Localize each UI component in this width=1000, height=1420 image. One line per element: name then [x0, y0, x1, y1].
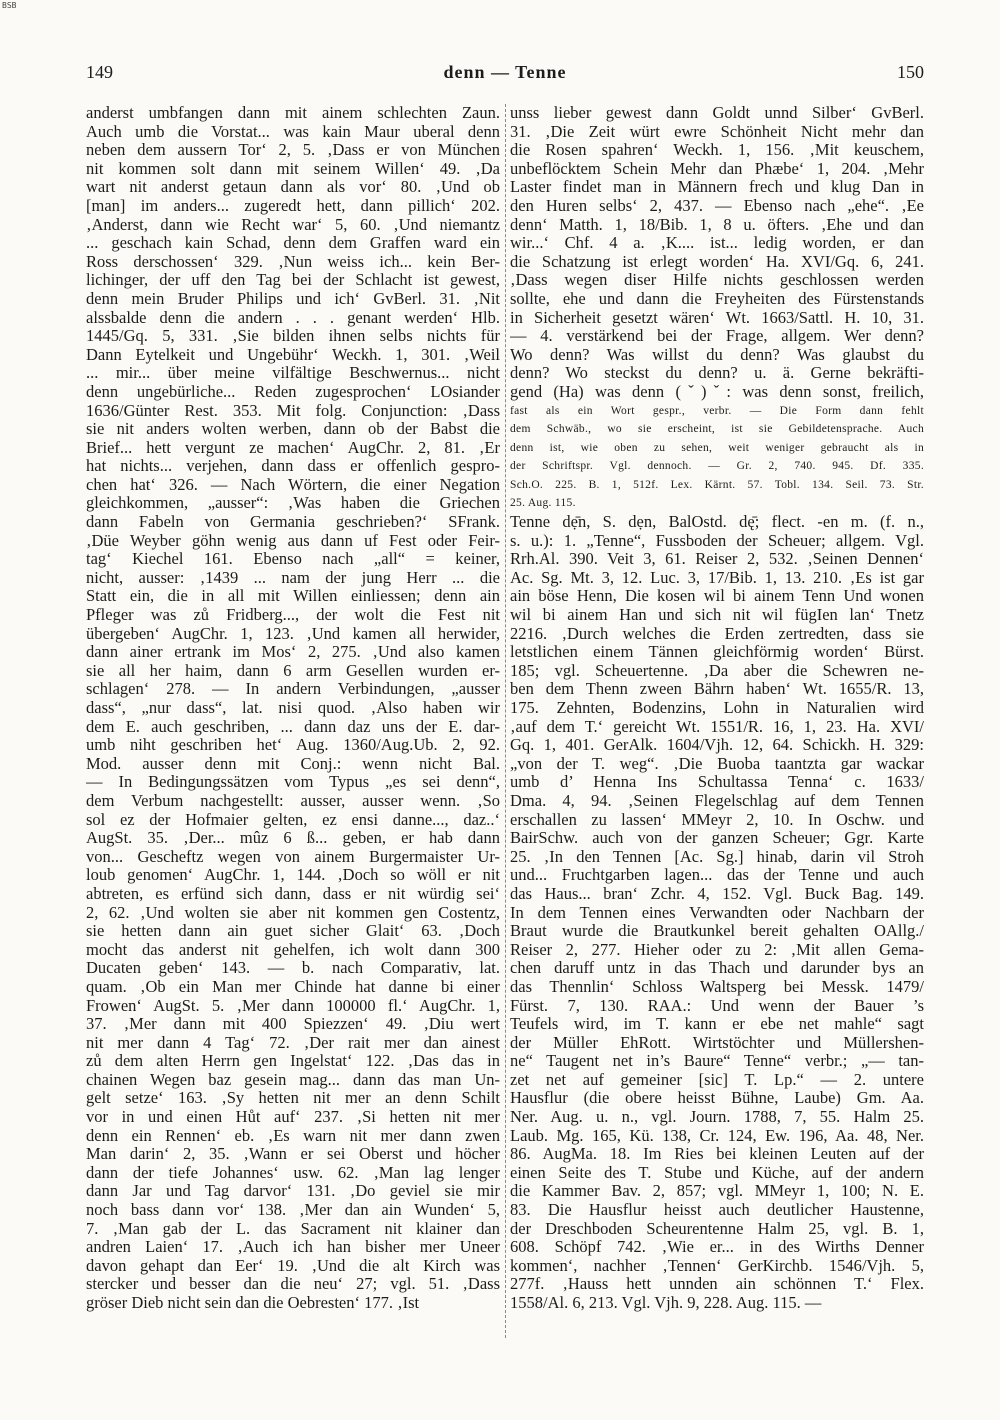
text-line: Ross derschossen‘ 329. ‚Nun weiss ich... kein Ber-: [86, 252, 500, 271]
text-line: fast als ein Wort gespr., verbr. — Die Form dann fehlt: [510, 404, 924, 417]
text-line: anderst umbfangen dann mit ainem schlechten Zaun.: [86, 104, 500, 122]
library-stamp: BSB: [2, 1, 17, 10]
text-line: Frowen‘ AugSt. 5. ‚Mer dann 100000 fl.‘ AugChr. 1,: [86, 996, 500, 1015]
text-line: ‚Düe Weyber göhn wenig aus dann uf Fest oder Feir-: [86, 531, 500, 550]
text-line: 7. ‚Man gab der L. das Sacrament nit klainer dan: [86, 1219, 500, 1238]
text-line: andren Laien‘ 17. ‚Auch ich han bisher mer Uneer: [86, 1238, 500, 1257]
text-line: denn‘ Matth. 1, 18/Bib. 1, 8 u. öfters. ‚Ehe und dan: [510, 215, 924, 234]
text-line: das Thennlin‘ Schloss Waltsperg bei Messk. 1479/: [510, 977, 924, 996]
text-line: vor in und einen Hůt auf‘ 237. ‚Si hetten nit mer: [86, 1108, 500, 1127]
text-line: Dma. 4, 94. ‚Seinen Flegelschlag auf dem Tennen: [510, 791, 924, 810]
text-line: 2, 62. ‚Und wolten sie aber nit kommen gen Costentz,: [86, 903, 500, 922]
text-line: lichinger, der uff den Tag bei der Schlacht ist gewest,: [86, 271, 500, 290]
text-line: 277f. ‚Hauss hett unnden ain schönnen T.‘ Flex.: [510, 1275, 924, 1294]
text-line: 608. Schöpf 742. ‚Wie er... in des Wirths Denner: [510, 1238, 924, 1257]
text-line: nicht, ausser: ‚1439 ... nam der jung Herr ... die: [86, 568, 500, 587]
text-line: denn ein Rennen‘ eb. ‚Es warn nit mer dann zwen: [86, 1126, 500, 1145]
text-line: unbeflöcktem Schein Mehr dan Phæbe‘ 1, 204. ‚Mehr: [510, 159, 924, 178]
text-line: ben dem Thenn zween Bährn haben‘ Wt. 1655/R. 13,: [510, 680, 924, 699]
text-line: — In Bedingungssätzen vom Typus „es sei denn“,: [86, 773, 500, 792]
text-line: 1558/Al. 6, 213. Vgl. Vjh. 9, 228. Aug. 115. —: [510, 1294, 822, 1312]
text-line: Teufels wird, im T. kann er ebe net mahle“ sagt: [510, 1015, 924, 1034]
text-line: 86. AugMa. 18. Im Ries bei kleinen Leuten auf der: [510, 1145, 924, 1164]
text-line: übergeben‘ AugChr. 1, 123. ‚Und kamen all herwider,: [86, 624, 500, 643]
text-line: tag‘ Kiechel 161. Ebenso nach „all“ = keiner,: [86, 550, 500, 569]
column-divider: [505, 104, 506, 1338]
text-line: BairSchw. auch von der ganzen Scheuer; Ggr. Karte: [510, 829, 924, 848]
text-line: chen hat‘ 326. — Nach Wörtern, die einer Negation: [86, 475, 500, 494]
text-line: Ducaten geben‘ 143. — b. nach Comparativ, lat.: [86, 959, 500, 978]
text-line: abtreten, es erfünd sich dann, dass er nit würdig sei‘: [86, 884, 500, 903]
right-column: [510, 104, 924, 1313]
text-line: loub genomen‘ AugChr. 1, 144. ‚Doch so wöll er nit: [86, 866, 500, 885]
text-line: Pfleger was zů Fridberg..., der wolt die Fest nit: [86, 606, 500, 625]
text-line: ‚auf dem T.‘ gereicht Wt. 1551/R. 16, 1, 23. Ha. XVI/: [510, 717, 924, 736]
text-line: dann ainer ertrank im Mos‘ 2, 275. ‚Und also kamen: [86, 643, 500, 662]
text-line: ... geschach kain Schad, denn dem Graffen ward ein: [86, 234, 500, 253]
text-line: gleichkommen, „ausser“: ‚Was haben die Griechen: [86, 494, 500, 513]
text-line: wart nit anderst getaun dann als vor‘ 80. ‚Und ob: [86, 178, 500, 197]
text-line: denn ist, wie oben zu sehen, weit weniger gebraucht als in: [510, 441, 924, 454]
text-line: 175. Zehnten, Bodenzins, Lohn in Naturalien wird: [510, 699, 924, 717]
text-line: 25. ‚In den Tennen [Ac. Sg.] hinab, darin vil Stroh: [510, 847, 924, 866]
text-line: Ac. Sg. Mt. 3, 12. Luc. 3, 17/Bib. 1, 13. 210. ‚Es ist gar: [510, 568, 924, 587]
text-line: noch bass dann vor‘ 138. ‚Mer dan ain Wunden‘ 5,: [86, 1201, 500, 1220]
text-line: umb niht geschriben het‘ Aug. 1360/Aug.Ub. 2, 92.: [86, 736, 500, 755]
text-line: ‚Dass wegen diser Hilfe nichts geschlossen werden: [510, 271, 924, 290]
text-line: 1445/Gq. 5, 331. ‚Sie bilden ihnen selbs nichts für: [86, 327, 500, 346]
text-line: mocht das anderst nit gehelfen, ich wolt dann 300: [86, 940, 500, 959]
text-line: stercker und besser dan die neu‘ 27; vgl. 51. ‚Dass: [86, 1275, 500, 1294]
text-line: Gq. 1, 401. GerAlk. 1604/Vjh. 12, 64. Schickh. H. 329:: [510, 736, 924, 755]
text-line: 37. ‚Mer dann mit 400 Spiezzen‘ 49. ‚Diu wert: [86, 1015, 500, 1034]
text-line: Laub. Mg. 165, Kü. 138, Cr. 124, Ew. 196, Aa. 48, Ner.: [510, 1126, 924, 1145]
text-line: dem Verbum nachgestellt: ausser, ausser wenn. ‚So: [86, 791, 500, 810]
text-line: dann Jar und Tag darvor‘ 131. ‚Do geviel sie mir: [86, 1182, 500, 1201]
text-line: erschallen zu lassen‘ MMeyr 2, 10. In Oschw. und: [510, 810, 924, 829]
text-line: 25. Aug. 115.: [510, 497, 576, 510]
text-line: Hausflur (die obere heisst Bühne, Laube) Gm. Aa.: [510, 1089, 924, 1108]
text-line: gelt setze‘ 163. ‚Sy hetten nit mer an denn Schilt: [86, 1089, 500, 1108]
text-line: Man darin‘ 2, 35. ‚Wann er sei Oberst und höcher: [86, 1145, 500, 1164]
text-line: chen daruff untz in das Thach und darunder bys an: [510, 959, 924, 978]
text-line: zet net auf gemeiner [sic] T. Lp.“ — 2. untere: [510, 1070, 924, 1089]
text-line: gröser Dieb nicht sein dan die Oebresten‘ 177. ‚Ist: [86, 1294, 420, 1312]
text-line: dass“, „nur dass“, lat. nisi quod. ‚Also haben wir: [86, 699, 500, 717]
text-line: Ner. Aug. u. n., vgl. Journ. 1788, 7, 55. Halm 25.: [510, 1108, 924, 1127]
text-line: In dem Tennen eines Verwandten oder Nachbarn der: [510, 903, 924, 922]
text-line: die Schatzung ist erlegt worden‘ Ha. XVI/Gq. 6, 241.: [510, 252, 924, 271]
text-line: Wo denn? Was willst du denn? Was glaubst du: [510, 345, 924, 364]
running-header: [86, 62, 924, 86]
text-line: Fürst. 7, 130. RAA.: Und wenn der Bauer ’s: [510, 996, 924, 1015]
text-line: zů dem alten Herrn gen Ingelstat‘ 122. ‚Das das in: [86, 1052, 500, 1071]
text-line: letstlichen einem Tännen gleichförmig worden‘ Bürst.: [510, 643, 924, 662]
text-line: Laster findet man in Männern frech und klug Dan in: [510, 178, 924, 197]
text-line: hat nichts... verjehen, dann dass er offenlich gespro-: [86, 457, 500, 476]
text-line: Statt ein, die in all mit Willen einliessen; denn ain: [86, 587, 500, 606]
text-line: ... mir... über meine vilfältige Beschwernus... nicht: [86, 364, 500, 383]
text-line: [man] im anders... zugeredt hett, dann pillich‘ 202.: [86, 196, 500, 215]
text-line: die Kammer Bav. 2, 857; vgl. MMeyr 1, 100; N. E.: [510, 1182, 924, 1201]
text-line: quam. ‚Ob ein Man mer Chinde hat danne bi einer: [86, 977, 500, 996]
text-line: 31. ‚Die Zeit würt ewre Schönheit Nicht mehr dan: [510, 122, 924, 141]
text-line: dann der tiefe Johannes‘ usw. 62. ‚Man lag lenger: [86, 1163, 500, 1182]
text-line: wir...‘ Chf. 4 a. ‚K.... ist... ledig worden, er dan: [510, 234, 924, 253]
text-line: 1636/Günter Rest. 353. Mit folg. Conjunction: ‚Dass: [86, 401, 500, 420]
text-line: Braut wurde die Brautkunkel bereit gehalten OAllg./: [510, 922, 924, 941]
text-line: kommen‘, nachher ‚Tennen‘ GerKirchb. 1546/Vjh. 5,: [510, 1256, 924, 1275]
text-line: sollte, ehe und dann die Freyheiten des Fürstenstands: [510, 289, 924, 308]
text-line: dann Fabeln von Germania geschrieben?‘ SFrank.: [86, 513, 500, 532]
text-line: in Sicherheit gesetzt wären‘ Wt. 1663/Sattl. H. 10, 31.: [510, 308, 924, 327]
text-line: schlagen‘ 278. — In andern Verbindungen, „ausser: [86, 680, 500, 699]
text-line: und... Fruchtgarben lagen... das der Tenne und auch: [510, 866, 924, 885]
text-line: nit mer dann 4 Tag‘ 72. ‚Der rait mer dan ainest: [86, 1033, 500, 1052]
text-line: 185; vgl. Scheuertenne. ‚Da aber die Schewren ne-: [510, 661, 924, 680]
text-line: nit kommen solt dann mit seinem Willen‘ 49. ‚Da: [86, 159, 500, 178]
text-line: — 4. verstärkend bei der Frage, allgem. Wer denn?: [510, 327, 924, 346]
text-line: einen Seite des T. Stube und Küche, auf der andern: [510, 1163, 924, 1182]
text-line: den Huren selbs‘ 2, 437. — Ebenso nach „ehe“. ‚Ee: [510, 196, 924, 215]
text-line: sie nit anders wolten werben, dann ob der Babst die: [86, 420, 500, 439]
text-line: von... Gescheftz wegen von ainem Burgermaister Ur-: [86, 847, 500, 866]
text-line: ne“ Taugent net in’s Baure“ Tenne“ verbr.; „— tan-: [510, 1052, 924, 1071]
text-line: denn mein Bruder Philips und ich‘ GvBerl. 31. ‚Nit: [86, 289, 500, 308]
text-line: „von der T. weg“. ‚Die Buoba taantzta gar wackar: [510, 754, 924, 773]
text-line: das Haus... bran‘ Zchr. 4, 152. Vgl. Buck Bag. 149.: [510, 884, 924, 903]
text-line: 2216. ‚Durch welches die Erden zertredten, dass sie: [510, 624, 924, 643]
text-line: sie hetten dann ain guet sicher Glait‘ 63. ‚Doch: [86, 922, 500, 941]
text-line: sol ez der Hofmaier gelten, ez ensi danne..., daz..‘: [86, 810, 500, 829]
text-line: Rrh.Al. 390. Veit 3, 61. Reiser 2, 532. ‚Seinen Dennen‘: [510, 550, 924, 569]
text-line: Dann Eytelkeit und Ungebühr‘ Weckh. 1, 301. ‚Weil: [86, 345, 500, 364]
text-line: denn? Wo steckst du denn? u. ä. Gerne bekräfti-: [510, 364, 924, 383]
text-line: Brief... hett vergunt ze machen‘ AugChr. 2, 81. ‚Er: [86, 438, 500, 457]
text-line: alssbalde denn die andern . . . genant werden‘ Hlb.: [86, 308, 500, 327]
text-line: AugSt. 35. ‚Der... mûz 6 ß... geben, er hab dann: [86, 829, 500, 848]
text-line: der Dreschboden Scheurentenne Halm 25, vgl. B. 1,: [510, 1219, 924, 1238]
page-number-right: 150: [897, 62, 924, 82]
text-line: Mod. ausser denn mit Conj.: wenn nicht Bal.: [86, 754, 500, 773]
text-line: sie all her haim, dann 6 arm Gesellen wurden er-: [86, 661, 500, 680]
page-number-left: 149: [86, 62, 113, 82]
text-line: denn ungebürliche... Reden zugesprochen‘ LOsiander: [86, 382, 500, 401]
text-line: unss lieber gewest dann Goldt unnd Silber‘ GvBerl.: [510, 104, 924, 122]
text-line: davon gehapt dan Eer‘ 19. ‚Und die alt Kirch was: [86, 1256, 500, 1275]
text-line: der Müller EhRott. Wirtstöchter und Müllershen-: [510, 1033, 924, 1052]
text-line: s. u.): 1. „Tenne“, Fussboden der Scheuer; allgem. Vgl.: [510, 531, 924, 550]
text-line: dem Schwäb., wo sie erscheint, ist sie Gebildetensprache. Auch: [510, 423, 924, 436]
text-line: umb d’ Henna Ins Schultassa Tenna‘ c. 1633/: [510, 773, 924, 792]
text-line: Sch.O. 225. B. 1, 512f. Lex. Kärnt. 57. Tobl. 134. Seil. 73. Str.: [510, 478, 924, 491]
text-line: wil bi ainem Han und sich nit wil fügIen lan‘ Tnetz: [510, 606, 924, 625]
left-column: [86, 104, 500, 1313]
text-line: ‚Anderst, dann wie Recht war‘ 5, 60. ‚Und niemantz: [86, 215, 500, 234]
text-line: gend (Ha) was denn (ˇ)ˇ: was denn sonst, freilich,: [510, 382, 924, 401]
text-line: ain böse Henn, Die kosen wil bi ainem Tenn Und wonen: [510, 587, 924, 606]
text-line: neben dem aussern Tor‘ 2, 5. ‚Dass er von München: [86, 141, 500, 160]
text-line: Auch umb die Vorstat... was kain Maur uberal denn: [86, 122, 500, 141]
text-line: Tenne dẹ̄n, S. dẹn, BalOstd. dę̄; flect. -en m. (f. n.,: [510, 513, 924, 532]
text-line: Reiser 2, 277. Hieher oder zu 2: ‚Mit allen Gema-: [510, 940, 924, 959]
text-line: der Schriftspr. Vgl. dennoch. — Gr. 2, 740. 945. Df. 335.: [510, 460, 924, 473]
running-title: denn — Tenne: [443, 62, 567, 82]
text-line: dem E. auch geschriben, ... dann daz uns der E. dar-: [86, 717, 500, 736]
text-line: die Rosen spahren‘ Weckh. 1, 156. ‚Mit keuschem,: [510, 141, 924, 160]
text-line: 83. Die Hausflur heisst auch deutlicher Haustenne,: [510, 1201, 924, 1220]
text-line: chainen Wegen baz gesein mag... dann das man Un-: [86, 1070, 500, 1089]
